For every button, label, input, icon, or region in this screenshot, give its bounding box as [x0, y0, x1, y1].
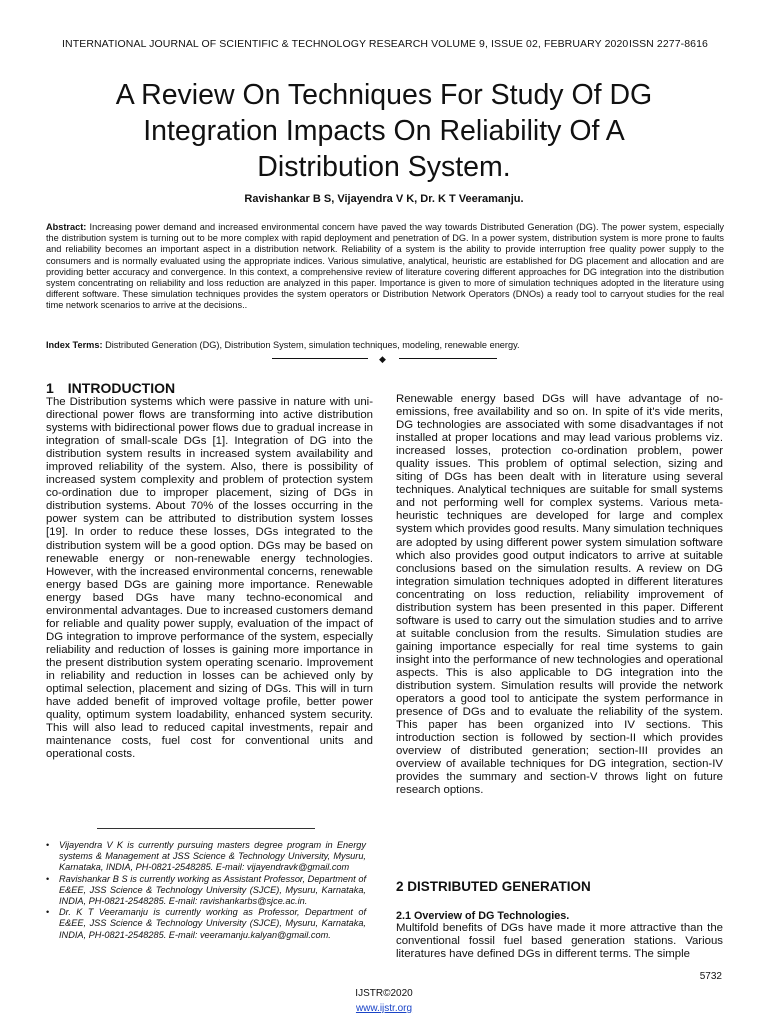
footnote-text: Dr. K T Veeramanju is currently working as Professor, Department of E&EE, JSS Science & Technology University (SJCE), Mysuru, Karnataka, INDIA, PH-0821-2548285. E-mail: veeramanju.kalyan@gmail.com.	[59, 907, 366, 940]
author-footnotes	[46, 840, 366, 941]
title-line-3: Distribution System.	[257, 151, 511, 183]
index-terms-label: Index Terms:	[46, 340, 103, 350]
bullet-icon: •	[46, 907, 50, 918]
footnote-rule	[97, 828, 315, 829]
footnote-text: Vijayendra V K is currently pursuing masters degree program in Energy systems & Management at JSS Science & Technology University, Mysuru, Karnataka, INDIA, PH-0821-2548285. E-mail: vijayendravk@gmail.com	[59, 840, 366, 873]
section-1-title: INTRODUCTION	[67, 380, 176, 396]
journal-name: INTERNATIONAL JOURNAL OF SCIENTIFIC & TECHNOLOGY RESEARCH VOLUME 9, ISSUE 02, FEBRUARY 2020	[62, 38, 629, 50]
section-2-paragraph: Multifold benefits of DGs have made it more attractive than the conventional fossil fuel based generation stations. Various literatures have defined DGs in different terms. The simple	[396, 922, 723, 961]
diamond-icon: ◆	[379, 354, 386, 364]
divider-line-right	[399, 358, 497, 359]
title-line-1: A Review On Techniques For Study Of DG	[115, 79, 653, 111]
abstract	[46, 222, 724, 312]
abstract-text: Increasing power demand and increased environmental concern have paved the way towards Distributed Generation (DG). The power system, especially the distribution system is turning out to be more complex with rapid deployment and penetration of DG. In a power system, distribution system is more prone to faults and reliability becomes an important aspect in a distribution network. Reliability of a system is the ability to provide interruption free quality power supply to the consumers and is normally evaluated using the appropriate indices. Various simulative, analytical, heuristic are established for DG placement and allocation and are providing better accuracy and convergence. In this context, a comprehensive review of literature covering different approaches for DG integration into the distribution system concentrating on reliability and loss reduction are analyzed in this paper. Importance is given to more of simulation techniques adopted in the literature using different software. These simulation techniques provides the system operators or Distribution Network Operators (DNOs) a ready tool to carryout studies for the real time network scenarios to arrive at the decisions..	[46, 222, 724, 311]
subsection-2-1-heading: 2.1 Overview of DG Technologies.	[396, 910, 570, 922]
page-number: 5732	[699, 971, 722, 982]
introduction-paragraph-right: Renewable energy based DGs will have advantage of no-emissions, free availability and so on. In spite of it's vide merits, DG technologies are associated with some disadvantages if not installed at proper locations and may lead various problems viz. increased losses, protection co-ordination problem, power quality issues. This problem of optimal selection, sizing and siting of DGs has been dealt with in literature using several techniques. Analytical techniques are suitable for small systems and not performing well for complex systems. Various meta-heuristic techniques are developed for large and complex system which provides good results. Many simulation techniques are adopted by using different power system simulation software which also provides good output indicators to arrive at suitable conclusions based on the simulation results. A review on DG integration simulation techniques adopted in different literatures concentrating on loss reduction, reliability improvement of distribution system has been presented in this paper. Different software is used to carry out the simulation studies and to arrive at suitable conclusion from the results. Simulation studies are gaining importance especially for real time systems to gain insight into the performance of new technologies and operational aspects. This is also applicable to DG integration into the distribution system. Simulation results will provide the network operators a good tool to anticipate the system performance in presence of DGs and to evaluate the reliability of the system. This paper has been organized into IV sections. This introduction section is followed by section-II which provides overview of distributed generation; section-III provides an overview of available techniques for DG integration, section-IV provides the summary and section-V throws light on future research options.	[396, 393, 723, 797]
page-footer	[0, 986, 768, 1016]
paper-title	[40, 77, 728, 185]
footnote-item	[46, 840, 366, 874]
journal-header	[62, 38, 708, 50]
divider-line-left	[272, 358, 368, 359]
footnote-item	[46, 874, 366, 908]
copyright: IJSTR©2020	[355, 988, 413, 999]
introduction-paragraph-left: The Distribution systems which were passive in nature with uni-directional power flows are transforming into active distribution systems with bidirectional power flows due to gradual increase in integration of small-scale DGs [1]. Integration of DG into the distribution system results in increased system availability and improved reliability of the system. Also, there is possibility of increased system complexity and problem of protection system co-ordination due to improper placement, sizing of DGs in distribution systems. About 70% of the losses occurring in the power system can be attributed to distribution system losses [19]. In order to reduce these losses, DGs integrated to the distribution system will be a good option. DGs may be based on renewable energy or non-renewable energy technologies. However, with the increased environmental concerns, renewable energy based DGs are gaining more importance. Renewable energy based DGs have many techno-economical and environmental advantages. Due to increased customers demand for reliable and quality power supply, evaluation of the impact of DG integration to improve performance of the system, especially reliability and reduction of losses is gaining more importance in the present distribution system operating scenario. Improvement in reliability and reduction in losses can be achieved only by optimal selection, placement and sizing of DGs. This will in turn have added benefit of improved voltage profile, better power quality, optimum system loadability, enhanced system security. This will also lead to reduced capital investments, repair and maintenance costs, fuel cost for conventional units and operational costs.	[46, 396, 373, 761]
issn: ISSN 2277-8616	[628, 38, 708, 50]
bullet-icon: •	[46, 873, 50, 884]
section-2-heading: 2 DISTRIBUTED GENERATION	[396, 879, 591, 894]
abstract-label: Abstract:	[46, 222, 87, 232]
section-1-number: 1	[46, 380, 54, 396]
index-terms-text: Distributed Generation (DG), Distribution System, simulation techniques, modeling, renewable energy.	[102, 340, 520, 350]
footnote-item	[46, 907, 366, 941]
bullet-icon: •	[46, 840, 50, 850]
index-terms	[46, 340, 724, 351]
author-list: Ravishankar B S, Vijayendra V K, Dr. K T Veeramanju.	[244, 193, 524, 205]
title-line-2: Integration Impacts On Reliability Of A	[143, 115, 625, 147]
section-1-heading	[46, 380, 175, 396]
journal-website-link[interactable]: www.ijstr.org	[355, 1003, 413, 1014]
section-divider	[272, 355, 497, 363]
footnote-text: Ravishankar B S is currently working as Assistant Professor, Department of E&EE, JSS Science & Technology University (SJCE), Mysuru, Karnataka, INDIA, PH-0821-2548285. E-mail: ravishankarbs@sjce.ac.in.	[59, 873, 366, 907]
